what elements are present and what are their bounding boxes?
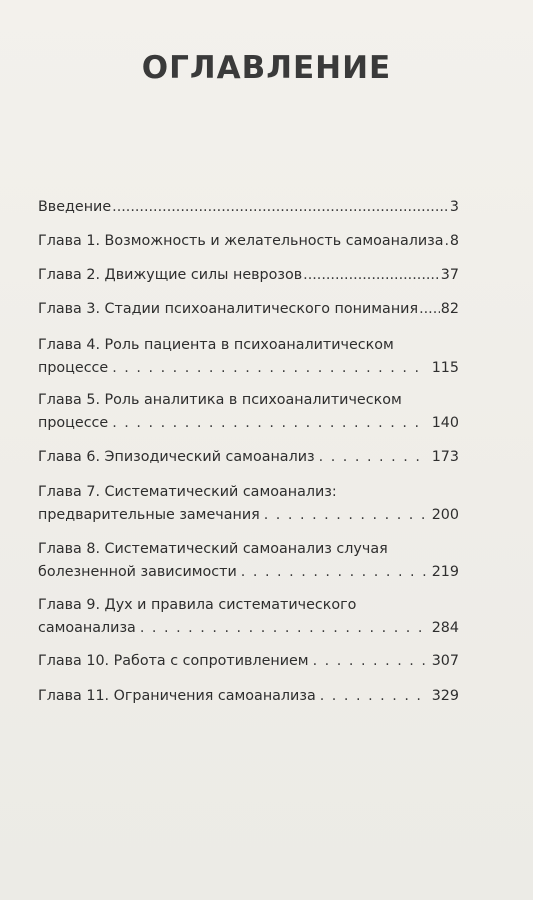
leader-dots xyxy=(112,196,449,219)
toc-entry-title: Глава 5. Роль аналитика в психоаналитическом xyxy=(38,392,402,408)
toc-entry-title-cont: процессе xyxy=(38,415,109,431)
toc-entry xyxy=(38,298,459,321)
toc-entry xyxy=(38,389,459,435)
toc-entry-page: 200 xyxy=(431,507,459,523)
toc-entry-page: 329 xyxy=(431,688,459,704)
toc-entry xyxy=(38,481,459,527)
toc-entry-page: 82 xyxy=(440,301,459,317)
leader-dots xyxy=(445,230,449,253)
toc-entry-page: 140 xyxy=(431,415,459,431)
page-title: ОГЛАВЛЕНИЕ xyxy=(141,50,392,86)
toc-entry-page: 115 xyxy=(431,360,459,376)
leader-dots xyxy=(112,412,427,435)
toc-entry-title: Глава 9. Дух и правила систематического xyxy=(38,597,357,613)
toc-entry xyxy=(38,446,459,469)
toc-entry-title-cont: болезненной зависимости xyxy=(38,564,237,580)
toc-entry-page: 173 xyxy=(431,449,459,465)
leader-dots xyxy=(303,264,440,287)
toc-entry-page: 8 xyxy=(449,233,459,249)
toc-entry-title: Глава 8. Систематический самоанализ случая xyxy=(38,541,388,557)
leader-dots xyxy=(419,298,440,321)
toc-entry xyxy=(38,538,459,584)
leader-dots xyxy=(319,446,428,469)
toc-entry-title: Глава 10. Работа с сопротивлением xyxy=(38,653,309,669)
toc-entry-title: Глава 6. Эпизодический самоанализ xyxy=(38,449,315,465)
leader-dots xyxy=(264,504,428,527)
leader-dots xyxy=(320,685,428,708)
toc-entry-page: 307 xyxy=(431,653,459,669)
leader-dots xyxy=(140,617,428,640)
toc-entry-title: Глава 3. Стадии психоаналитического понимания xyxy=(38,301,419,317)
toc-entry xyxy=(38,196,459,219)
toc-entry xyxy=(38,650,459,673)
toc-entry-page: 3 xyxy=(449,199,459,215)
toc-entry-page: 284 xyxy=(431,620,459,636)
toc-entry-page: 37 xyxy=(440,267,459,283)
toc-entry xyxy=(38,685,459,708)
toc-entry-title-cont: самоанализа xyxy=(38,620,136,636)
leader-dots xyxy=(313,650,428,673)
toc-entry-title: Введение xyxy=(38,199,112,215)
toc-entry xyxy=(38,264,459,287)
toc-entry-title: Глава 4. Роль пациента в психоаналитическом xyxy=(38,337,394,353)
leader-dots xyxy=(112,357,427,380)
toc-entry-title: Глава 11. Ограничения самоанализа xyxy=(38,688,316,704)
toc-entry xyxy=(38,230,459,253)
toc-entry-title: Глава 2. Движущие силы неврозов xyxy=(38,267,303,283)
toc-entry xyxy=(38,334,459,380)
toc-entry-page: 219 xyxy=(431,564,459,580)
toc-entry-title-cont: предварительные замечания xyxy=(38,507,260,523)
leader-dots xyxy=(241,561,428,584)
toc-entry-title-cont: процессе xyxy=(38,360,109,376)
toc-entry xyxy=(38,594,459,640)
toc-entry-title: Глава 7. Систематический самоанализ: xyxy=(38,484,337,500)
toc-entry-title: Глава 1. Возможность и желательность самоанализа xyxy=(38,233,444,249)
